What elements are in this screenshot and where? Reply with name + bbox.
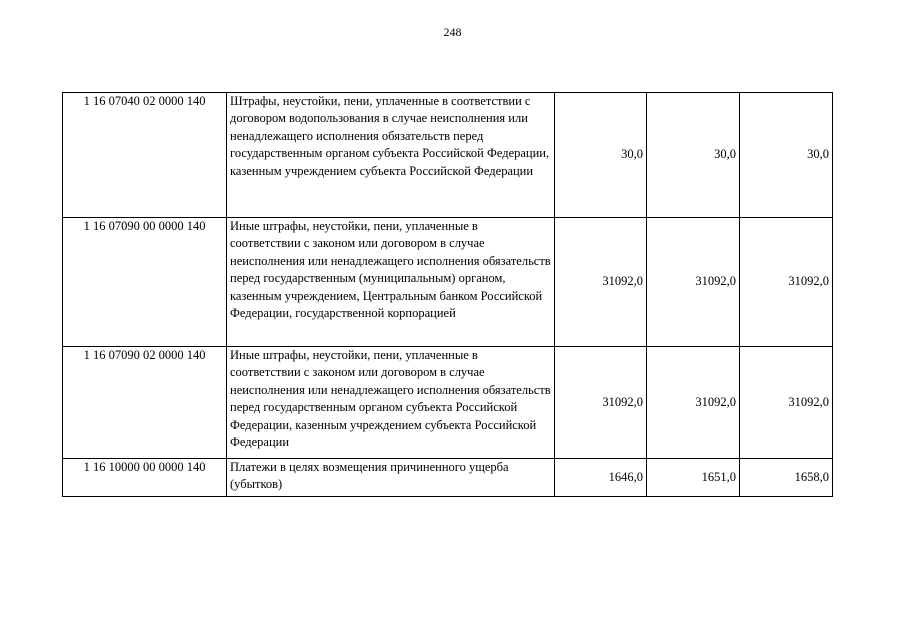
amount-cell-year-1: 30,0 <box>555 93 647 218</box>
budget-code-cell: 1 16 07090 02 0000 140 <box>63 347 227 459</box>
budget-code-cell: 1 16 07090 00 0000 140 <box>63 218 227 347</box>
budget-code-cell: 1 16 10000 00 0000 140 <box>63 459 227 497</box>
table-row <box>63 347 833 459</box>
table-row <box>63 218 833 347</box>
amount-cell-year-3: 1658,0 <box>740 459 833 497</box>
revenue-name-cell: Штрафы, неустойки, пени, уплаченные в соответствии с договором водопользования в случае неисполнения или ненадлежащего исполнения обязательств перед государственным органом субъекта Российской Федерации, казенным учреждением субъекта Российской Федерации <box>227 93 555 218</box>
revenue-name-cell: Платежи в целях возмещения причиненного ущерба (убытков) <box>227 459 555 497</box>
amount-cell-year-2: 1651,0 <box>647 459 740 497</box>
amount-cell-year-2: 30,0 <box>647 93 740 218</box>
budget-code-cell: 1 16 07040 02 0000 140 <box>63 93 227 218</box>
revenue-table <box>62 92 833 497</box>
amount-cell-year-3: 31092,0 <box>740 218 833 347</box>
amount-cell-year-1: 31092,0 <box>555 347 647 459</box>
amount-cell-year-3: 31092,0 <box>740 347 833 459</box>
amount-cell-year-3: 30,0 <box>740 93 833 218</box>
amount-cell-year-1: 1646,0 <box>555 459 647 497</box>
amount-cell-year-2: 31092,0 <box>647 347 740 459</box>
amount-cell-year-2: 31092,0 <box>647 218 740 347</box>
page-number: 248 <box>443 25 462 39</box>
amount-cell-year-1: 31092,0 <box>555 218 647 347</box>
table-row <box>63 459 833 497</box>
revenue-name-cell: Иные штрафы, неустойки, пени, уплаченные в соответствии с законом или договором в случае неисполнения или ненадлежащего исполнения обязательств перед государственным (муниципальным) органом, казенным учреждением, Центральным банком Российской Федерации, государственной корпорацией <box>227 218 555 347</box>
table-row <box>63 93 833 218</box>
revenue-name-cell: Иные штрафы, неустойки, пени, уплаченные в соответствии с законом или договором в случае неисполнения или ненадлежащего исполнения обязательств перед государственным органом субъекта Российской Федерации, казенным учреждением субъекта Российской Федерации <box>227 347 555 459</box>
